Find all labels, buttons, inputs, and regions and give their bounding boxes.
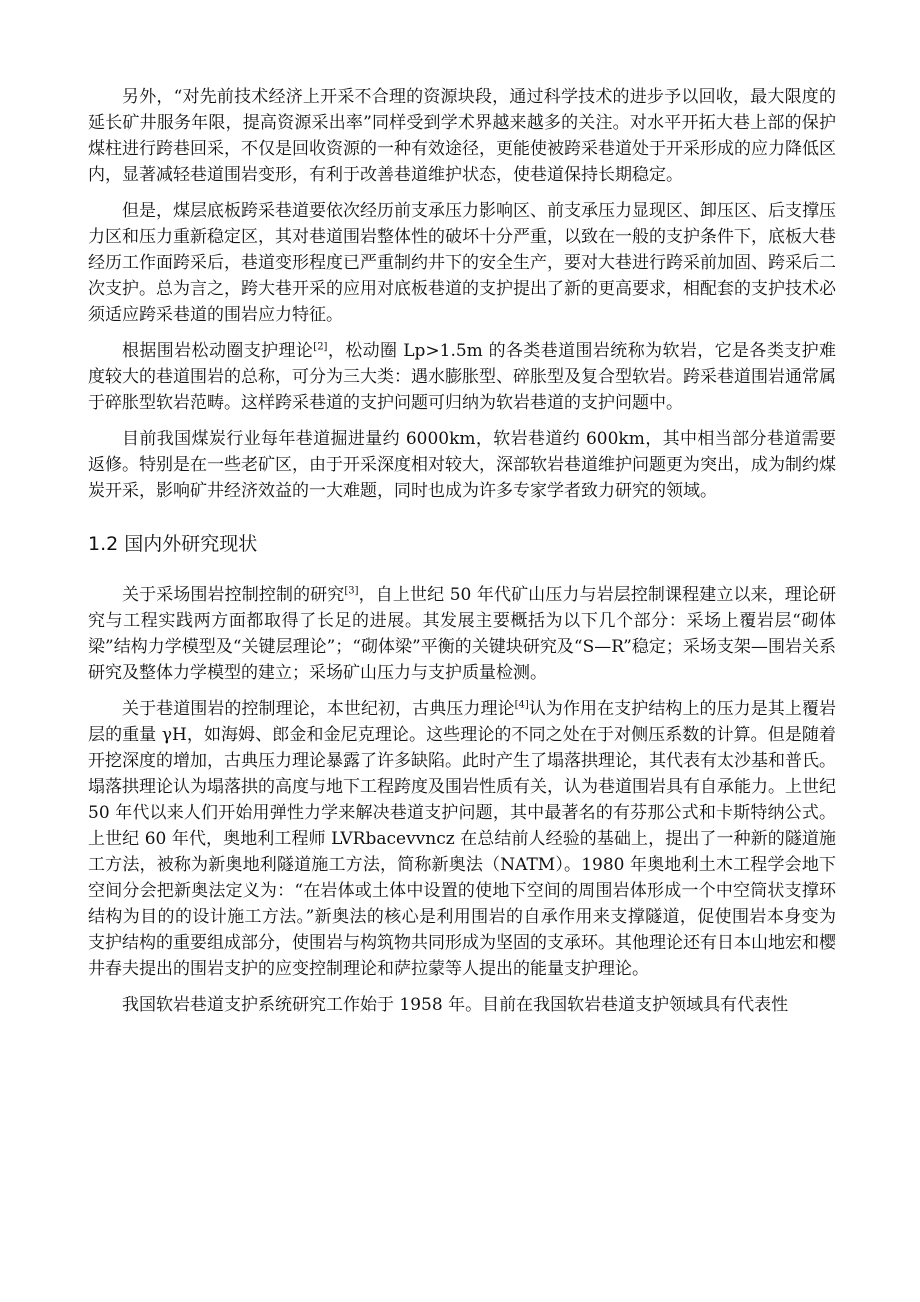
document-page — [88, 84, 836, 1028]
paragraph-text: 关于采场围岩控制控制的研究 — [122, 585, 345, 605]
citation-ref: [3] — [344, 585, 359, 597]
paragraph-text: 认为作用在支护结构上的压力是其上覆岩层的重量 γH，如海姆、郎金和金尼克理论。这些理论的不同之处在于对侧压系数的计算。但是随着开挖深度的增加，古典压力理论暴露了许多缺陷。此时产生了塌落拱理论，其代表有太沙基和普氏。塌落拱理论认为塌落拱的高度与地下工程跨度及围岩性质有关，认为巷道围岩具有自承能力。上世纪 50 年代以来人们开始用弹性力学来解决巷道支护问题，其中最著名的有芬那公式和卡斯特纳公式。上世纪 60 年代，奥地利工程师 LVRbacevvncz 在总结前人经验的基础上，提出了一种新的隧道施工方法，被称为新奥地利隧道施工方法，简称新奥法（NATM）。1980 年奥地利土木工程学会地下空间分会把新奥法定义为：“在岩体或土体中设置的使地下空间的周围岩体形成一个中空筒状支撑环结构为目的的设计施工方法。”新奥法的核心是利用围岩的自承作用来支撑隧道，促使围岩本身变为支护结构的重要组成部分，使围岩与构筑物共同形成为坚固的支承环。其他理论还有日本山地宏和樱井春夫提出的围岩支护的应变控制理论和萨拉蒙等人提出的能量支护理论。 — [88, 699, 837, 979]
paragraph-soft-rock-definition — [88, 338, 836, 416]
paragraph-resource-recovery: 另外，“对先前技术经济上开采不合理的资源块段，通过科学技术的进步予以回收，最大限度的延长矿井服务年限，提高资源采出率”同样受到学术界越来越多的关注。对水平开拓大巷上部的保护煤柱进行跨巷回采，不仅是回收资源的一种有效途径，更能使被跨采巷道处于开采形成的应力降低区内，显著减轻巷道围岩变形，有利于改善巷道维护状态，使巷道保持长期稳定。 — [88, 87, 836, 185]
paragraph-floor-roadway: 但是，煤层底板跨采巷道要依次经历前支承压力影响区、前支承压力显现区、卸压区、后支撑压力区和压力重新稳定区，其对巷道围岩整体性的破坏十分严重，以致在一般的支护条件下，底板大巷经历工作面跨采后，巷道变形程度已严重制约井下的安全生产，要对大巷进行跨采前加固、跨采后二次支护。总为言之，跨大巷开采的应用对底板巷道的支护提出了新的更高要求，相配套的支护技术必须适应跨采巷道的围岩应力特征。 — [88, 201, 836, 325]
paragraph-text: ，松动圈 Lp>1.5m 的各类巷道围岩统称为软岩，它是各类支护难度较大的巷道围岩的总称，可分为三大类：遇水膨胀型、碎胀型及复合型软岩。跨采巷道围岩通常属于碎胀型软岩范畴。这样跨采巷道的支护问题可归纳为软岩巷道的支护问题中。 — [88, 341, 836, 413]
paragraph-text: ，自上世纪 50 年代矿山压力与岩层控制课程建立以来，理论研究与工程实践两方面都取得了长足的进展。其发展主要概括为以下几个部分：采场上覆岩层“砌体梁”结构力学模型及“关键层理论”；“砌体梁”平衡的关键块研究及“S—R”稳定；采场支架—围岩关系研究及整体力学模型的建立；采场矿山压力与支护质量检测。 — [88, 585, 836, 683]
paragraph-roadway-theory — [88, 696, 836, 982]
paragraph-china-soft-rock: 我国软岩巷道支护系统研究工作始于 1958 年。目前在我国软岩巷道支护领域具有代表性 — [122, 995, 789, 1015]
paragraph-text: 关于巷道围岩的控制理论，本世纪初，古典压力理论 — [122, 699, 515, 719]
citation-ref: [2] — [313, 341, 328, 353]
section-heading: 1.2 国内外研究现状 — [88, 533, 258, 555]
citation-ref: [4] — [514, 699, 529, 711]
paragraph-stope-control — [88, 582, 836, 686]
paragraph-coal-industry-status: 目前我国煤炭行业每年巷道掘进量约 6000km，软岩巷道约 600km，其中相当部分巷道需要返修。特别是在一些老矿区，由于开采深度相对较大，深部软岩巷道维护问题更为突出，成为制约煤炭开采，影响矿井经济效益的一大难题，同时也成为许多专家学者致力研究的领域。 — [88, 429, 836, 501]
paragraph-text: 根据围岩松动圈支护理论 — [122, 341, 314, 361]
